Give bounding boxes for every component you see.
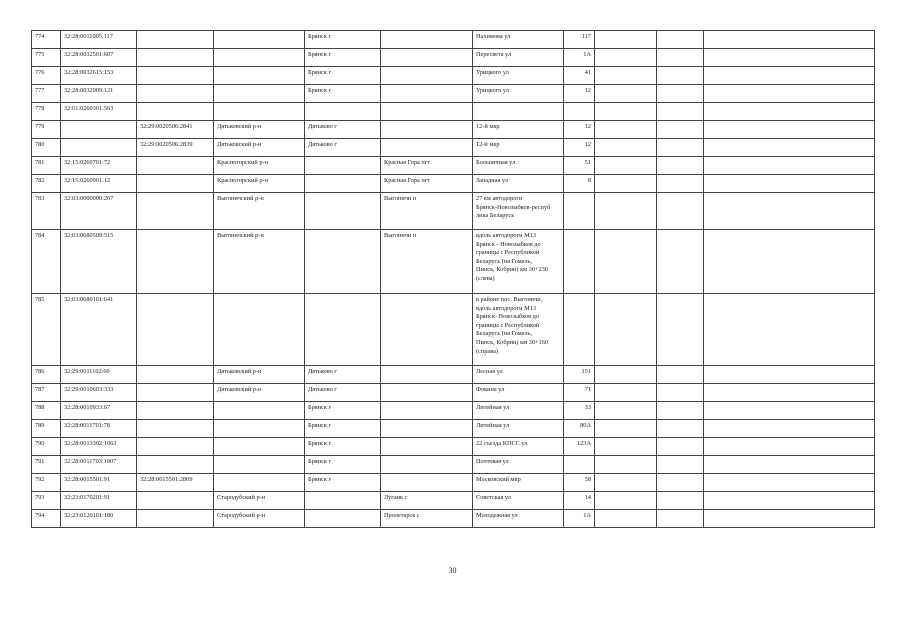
cell-parent-cadastral-number <box>137 456 214 474</box>
cell-city <box>305 193 381 230</box>
cell-settlement <box>381 420 473 438</box>
table-row <box>32 402 875 420</box>
cell-street: Урицкого ул <box>473 85 564 103</box>
cell-extra-3 <box>704 103 875 121</box>
cell-street: Молодежная ул <box>473 510 564 528</box>
cell-house-number: 71 <box>564 384 595 402</box>
cell-settlement: Пролетарск с <box>381 510 473 528</box>
cell-district: Дятьковский р-н <box>214 139 305 157</box>
cell-parent-cadastral-number: 32:28:0015501:2809 <box>137 474 214 492</box>
cell-house-number: 58 <box>564 474 595 492</box>
cell-cadastral-number: 32:28:0032009:121 <box>61 85 137 103</box>
cell-parent-cadastral-number <box>137 31 214 49</box>
cell-parent-cadastral-number <box>137 193 214 230</box>
cell-city: Дятьково г <box>305 384 381 402</box>
cell-street: 27 км автодороги Брянск-Новозыбков-респуб лика Беларусь <box>473 193 564 230</box>
cell-settlement <box>381 85 473 103</box>
cell-row-number: 779 <box>32 121 61 139</box>
cell-extra-2 <box>657 85 704 103</box>
cell-city <box>305 492 381 510</box>
cell-extra-3 <box>704 384 875 402</box>
cell-extra-1 <box>595 384 657 402</box>
cell-extra-3 <box>704 139 875 157</box>
cell-extra-3 <box>704 510 875 528</box>
cell-city: Брянск г <box>305 49 381 67</box>
cell-street: вдоль автодороги М13 Брянск - Новозыбков до границы с Республикой Беларусь (на Гомель, Пинск, Кобрин) км 30+230 (слева) <box>473 230 564 294</box>
cell-house-number: 151 <box>564 366 595 384</box>
cell-street: Лесная ул <box>473 366 564 384</box>
cell-street: Литейная ул <box>473 402 564 420</box>
cell-settlement <box>381 384 473 402</box>
cell-cadastral-number: 32:23:0170201:91 <box>61 492 137 510</box>
cell-settlement: Выгоничи п <box>381 230 473 294</box>
cell-settlement: Выгоничи п <box>381 193 473 230</box>
cell-house-number: 80А <box>564 420 595 438</box>
cell-extra-2 <box>657 294 704 366</box>
cell-district: Стародубский р-н <box>214 510 305 528</box>
cell-district: Дятьковский р-н <box>214 384 305 402</box>
table-row <box>32 510 875 528</box>
table-body <box>32 31 875 528</box>
cell-cadastral-number: 32:28:0010933:67 <box>61 402 137 420</box>
cell-extra-1 <box>595 49 657 67</box>
cell-city: Брянск г <box>305 402 381 420</box>
cell-settlement <box>381 121 473 139</box>
cell-house-number: 117 <box>564 31 595 49</box>
cell-district <box>214 420 305 438</box>
cell-row-number: 794 <box>32 510 61 528</box>
cell-cadastral-number: 32:28:0015501:91 <box>61 474 137 492</box>
cell-extra-3 <box>704 31 875 49</box>
cell-extra-2 <box>657 193 704 230</box>
cell-extra-1 <box>595 139 657 157</box>
cell-district: Красногорский р-н <box>214 157 305 175</box>
table-row <box>32 420 875 438</box>
cell-district: Красногорский р-н <box>214 175 305 193</box>
cell-extra-2 <box>657 175 704 193</box>
cell-city: Брянск г <box>305 85 381 103</box>
cell-row-number: 785 <box>32 294 61 366</box>
cell-settlement <box>381 49 473 67</box>
cell-extra-3 <box>704 85 875 103</box>
cell-extra-2 <box>657 230 704 294</box>
table-row <box>32 67 875 85</box>
cell-parent-cadastral-number: 32:29:0020506:2839 <box>137 139 214 157</box>
cell-extra-3 <box>704 67 875 85</box>
table-row <box>32 193 875 230</box>
cell-settlement: Луганк с <box>381 492 473 510</box>
cell-row-number: 782 <box>32 175 61 193</box>
cell-settlement <box>381 474 473 492</box>
cell-extra-1 <box>595 67 657 85</box>
cell-house-number: 123А <box>564 438 595 456</box>
cell-extra-2 <box>657 121 704 139</box>
cell-extra-1 <box>595 157 657 175</box>
cell-district: Выгоничский р-н <box>214 193 305 230</box>
cell-extra-1 <box>595 175 657 193</box>
cell-house-number <box>564 193 595 230</box>
cell-extra-3 <box>704 193 875 230</box>
cell-row-number: 789 <box>32 420 61 438</box>
cell-parent-cadastral-number <box>137 402 214 420</box>
cell-row-number: 780 <box>32 139 61 157</box>
table-row <box>32 230 875 294</box>
cell-street: 12-й мкр <box>473 139 564 157</box>
cell-cadastral-number: 32:15:0260701:72 <box>61 157 137 175</box>
cell-district: Выгоничский р-н <box>214 230 305 294</box>
cell-cadastral-number <box>61 139 137 157</box>
cell-extra-2 <box>657 49 704 67</box>
cell-district <box>214 49 305 67</box>
cell-extra-2 <box>657 474 704 492</box>
cell-row-number: 792 <box>32 474 61 492</box>
cell-parent-cadastral-number <box>137 175 214 193</box>
cell-cadastral-number: 32:03:0000000:267 <box>61 193 137 230</box>
cell-city <box>305 294 381 366</box>
cell-street: Фокина ул <box>473 384 564 402</box>
table-row <box>32 49 875 67</box>
cell-extra-1 <box>595 193 657 230</box>
cell-parent-cadastral-number <box>137 157 214 175</box>
cell-parent-cadastral-number <box>137 420 214 438</box>
cell-extra-2 <box>657 139 704 157</box>
table-row <box>32 85 875 103</box>
cell-row-number: 790 <box>32 438 61 456</box>
cell-house-number: 1А <box>564 49 595 67</box>
table-row <box>32 121 875 139</box>
registry-table <box>31 30 875 528</box>
cell-extra-3 <box>704 420 875 438</box>
cell-extra-3 <box>704 366 875 384</box>
cell-street: Московский мкр <box>473 474 564 492</box>
cell-extra-2 <box>657 456 704 474</box>
table-row <box>32 438 875 456</box>
cell-extra-1 <box>595 402 657 420</box>
table-row <box>32 492 875 510</box>
cell-house-number: 41 <box>564 67 595 85</box>
cell-extra-3 <box>704 474 875 492</box>
cell-row-number: 783 <box>32 193 61 230</box>
cell-row-number: 786 <box>32 366 61 384</box>
cell-row-number: 793 <box>32 492 61 510</box>
cell-street: Нахимова ул <box>473 31 564 49</box>
cell-parent-cadastral-number <box>137 85 214 103</box>
cell-cadastral-number: 32:28:0032615:153 <box>61 67 137 85</box>
cell-district <box>214 67 305 85</box>
cell-city: Брянск г <box>305 474 381 492</box>
cell-row-number: 791 <box>32 456 61 474</box>
cell-extra-1 <box>595 492 657 510</box>
cell-parent-cadastral-number <box>137 384 214 402</box>
cell-row-number: 775 <box>32 49 61 67</box>
cell-settlement <box>381 294 473 366</box>
cell-extra-2 <box>657 157 704 175</box>
cell-extra-2 <box>657 67 704 85</box>
cell-street: Урицкого ул <box>473 67 564 85</box>
cell-city: Брянск г <box>305 438 381 456</box>
cell-street: Почтовая ул <box>473 456 564 474</box>
cell-extra-2 <box>657 402 704 420</box>
cell-house-number <box>564 294 595 366</box>
table-row <box>32 103 875 121</box>
cell-settlement <box>381 402 473 420</box>
table-row <box>32 139 875 157</box>
cell-cadastral-number: 32:28:0011703:1907 <box>61 456 137 474</box>
cell-district <box>214 438 305 456</box>
cell-extra-3 <box>704 456 875 474</box>
cell-extra-2 <box>657 492 704 510</box>
cell-row-number: 776 <box>32 67 61 85</box>
cell-extra-3 <box>704 438 875 456</box>
cell-extra-3 <box>704 402 875 420</box>
cell-extra-2 <box>657 510 704 528</box>
cell-extra-1 <box>595 420 657 438</box>
table-row <box>32 474 875 492</box>
cell-district <box>214 85 305 103</box>
cell-extra-1 <box>595 85 657 103</box>
cell-street <box>473 103 564 121</box>
cell-cadastral-number: 32:15:0260901:12 <box>61 175 137 193</box>
table-row <box>32 456 875 474</box>
cell-row-number: 788 <box>32 402 61 420</box>
cell-cadastral-number: 32:28:0011701:78 <box>61 420 137 438</box>
cell-parent-cadastral-number <box>137 438 214 456</box>
cell-parent-cadastral-number <box>137 67 214 85</box>
cell-house-number <box>564 103 595 121</box>
cell-extra-2 <box>657 438 704 456</box>
cell-city <box>305 157 381 175</box>
cell-district <box>214 402 305 420</box>
cell-house-number: 1А <box>564 510 595 528</box>
table-row <box>32 157 875 175</box>
cell-cadastral-number: 32:23:0120101:180 <box>61 510 137 528</box>
cell-extra-2 <box>657 420 704 438</box>
cell-city: Брянск г <box>305 456 381 474</box>
table-row <box>32 366 875 384</box>
cell-extra-1 <box>595 474 657 492</box>
cell-cadastral-number: 32:03:0680101:641 <box>61 294 137 366</box>
cell-extra-2 <box>657 103 704 121</box>
cell-extra-2 <box>657 366 704 384</box>
cell-extra-3 <box>704 175 875 193</box>
cell-district <box>214 103 305 121</box>
cell-settlement <box>381 456 473 474</box>
cell-house-number <box>564 456 595 474</box>
cell-cadastral-number <box>61 121 137 139</box>
cell-settlement <box>381 139 473 157</box>
cell-city: Дятьково г <box>305 121 381 139</box>
cell-settlement <box>381 438 473 456</box>
table-row <box>32 31 875 49</box>
cell-city: Дятьково г <box>305 366 381 384</box>
cell-extra-1 <box>595 294 657 366</box>
table-row <box>32 175 875 193</box>
cell-row-number: 777 <box>32 85 61 103</box>
cell-settlement <box>381 103 473 121</box>
cell-house-number: 12 <box>564 139 595 157</box>
cell-settlement <box>381 366 473 384</box>
cell-city <box>305 175 381 193</box>
cell-extra-3 <box>704 492 875 510</box>
cell-city: Брянск г <box>305 420 381 438</box>
cell-house-number: 12 <box>564 121 595 139</box>
cell-parent-cadastral-number <box>137 294 214 366</box>
cell-city <box>305 510 381 528</box>
cell-cadastral-number: 32:29:0011102:60 <box>61 366 137 384</box>
cell-district: Дятьковский р-н <box>214 121 305 139</box>
cell-settlement <box>381 67 473 85</box>
cell-house-number <box>564 230 595 294</box>
table-row <box>32 294 875 366</box>
cell-district: Стародубский р-н <box>214 492 305 510</box>
cell-parent-cadastral-number: 32:29:0020506:2841 <box>137 121 214 139</box>
cell-parent-cadastral-number <box>137 49 214 67</box>
cell-house-number: 12 <box>564 85 595 103</box>
cell-cadastral-number: 32:28:0032501:607 <box>61 49 137 67</box>
cell-extra-1 <box>595 103 657 121</box>
cell-house-number: 8 <box>564 175 595 193</box>
cell-district <box>214 294 305 366</box>
cell-district <box>214 31 305 49</box>
cell-district <box>214 474 305 492</box>
cell-extra-1 <box>595 121 657 139</box>
cell-city: Брянск г <box>305 31 381 49</box>
cell-street: Больничная ул <box>473 157 564 175</box>
cell-settlement <box>381 31 473 49</box>
cell-parent-cadastral-number <box>137 366 214 384</box>
cell-street: Пересвета ул <box>473 49 564 67</box>
cell-house-number: 33 <box>564 402 595 420</box>
cell-extra-1 <box>595 366 657 384</box>
cell-city: Дятьково г <box>305 139 381 157</box>
cell-extra-1 <box>595 456 657 474</box>
cell-district: Дятьковский р-н <box>214 366 305 384</box>
cell-extra-3 <box>704 49 875 67</box>
cell-extra-1 <box>595 510 657 528</box>
cell-street: Литейная ул <box>473 420 564 438</box>
cell-extra-2 <box>657 31 704 49</box>
cell-extra-3 <box>704 294 875 366</box>
cell-street: в районе пос. Выгоничи, вдоль автодороги М13 Брянск- Новозыбков до границы с Республикой Беларусь (на Гомель, Пинск, Кобрин) км 30+160 (справа) <box>473 294 564 366</box>
page-number: 30 <box>448 566 457 575</box>
cell-row-number: 774 <box>32 31 61 49</box>
cell-street: Западная ул <box>473 175 564 193</box>
cell-street: Советская ул <box>473 492 564 510</box>
cell-row-number: 784 <box>32 230 61 294</box>
cell-cadastral-number: 32:03:0680509:515 <box>61 230 137 294</box>
cell-district <box>214 456 305 474</box>
cell-cadastral-number: 32:28:0011005:117 <box>61 31 137 49</box>
cell-city <box>305 230 381 294</box>
cell-city <box>305 103 381 121</box>
cell-row-number: 781 <box>32 157 61 175</box>
cell-settlement: Красная Гора пгт <box>381 157 473 175</box>
cell-extra-1 <box>595 31 657 49</box>
cell-row-number: 787 <box>32 384 61 402</box>
table-row <box>32 384 875 402</box>
cell-cadastral-number: 32:29:0010603:333 <box>61 384 137 402</box>
cell-extra-3 <box>704 157 875 175</box>
cell-parent-cadastral-number <box>137 230 214 294</box>
cell-parent-cadastral-number <box>137 492 214 510</box>
cell-city: Брянск г <box>305 67 381 85</box>
cell-parent-cadastral-number <box>137 103 214 121</box>
cell-house-number: 14 <box>564 492 595 510</box>
cell-extra-1 <box>595 438 657 456</box>
cell-extra-1 <box>595 230 657 294</box>
cell-settlement: Красная Гора пгт <box>381 175 473 193</box>
cell-extra-2 <box>657 384 704 402</box>
cell-house-number: 51 <box>564 157 595 175</box>
cell-street: 22 съезда КПСС ул <box>473 438 564 456</box>
cell-cadastral-number: 32:01:0260301:563 <box>61 103 137 121</box>
cell-cadastral-number: 32:28:0013302:1063 <box>61 438 137 456</box>
cell-extra-3 <box>704 121 875 139</box>
cell-row-number: 778 <box>32 103 61 121</box>
cell-parent-cadastral-number <box>137 510 214 528</box>
cell-street: 12-й мкр <box>473 121 564 139</box>
cell-extra-3 <box>704 230 875 294</box>
